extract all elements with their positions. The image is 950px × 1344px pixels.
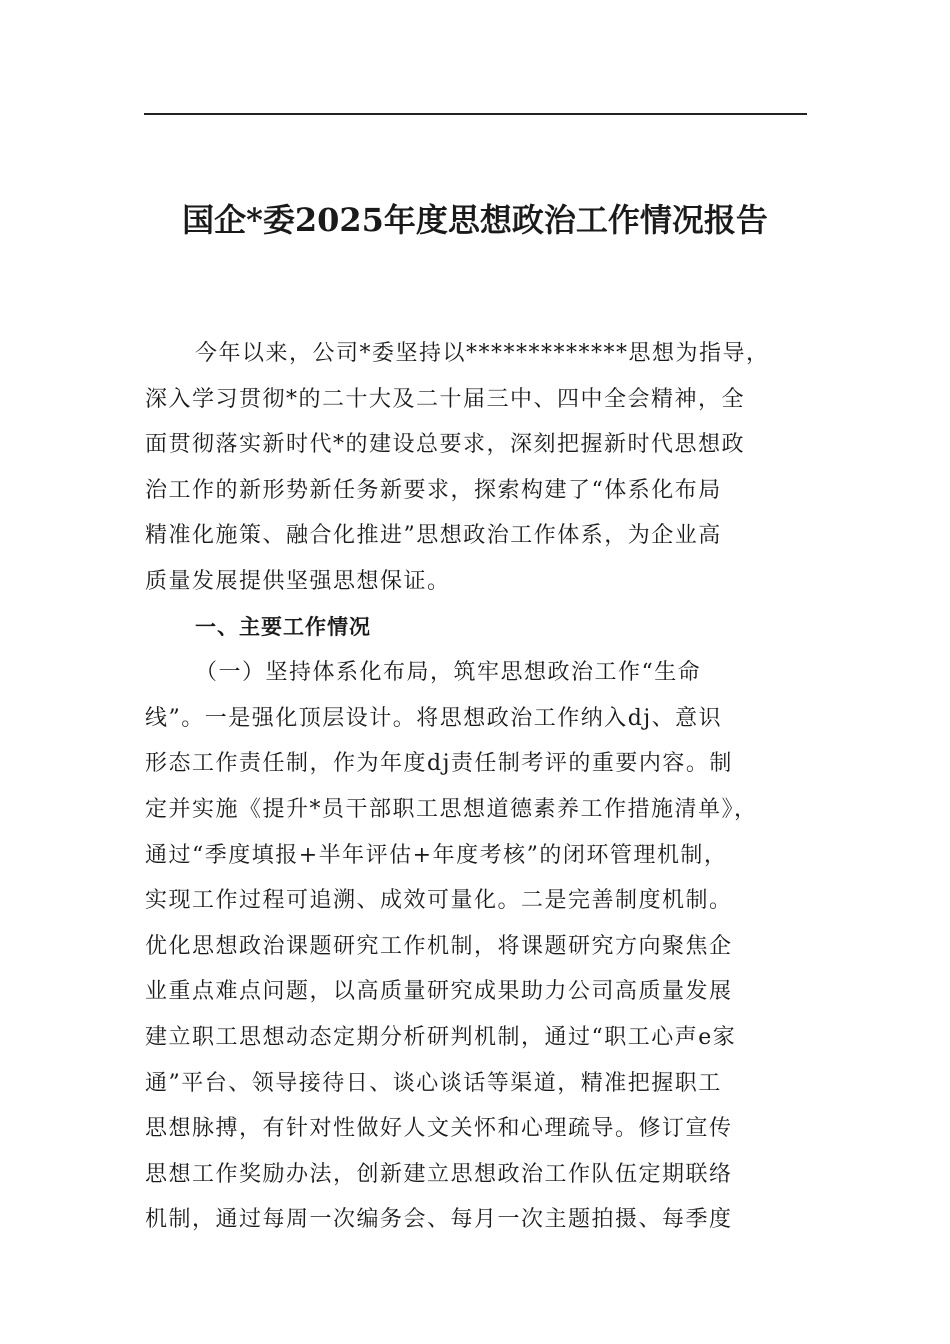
paragraph-line: 面贯彻落实新时代*的建设总要求，深刻把握新时代思想政 [145, 432, 746, 458]
paragraph-line: 质量发展提供坚强思想保证。 [145, 568, 451, 594]
subsection-line: （一）坚持体系化布局，筑牢思想政治工作“生命 [195, 660, 702, 686]
header-rule [144, 113, 807, 115]
paragraph-line: 优化思想政治课题研究工作机制，将课题研究方向聚焦企 [145, 933, 733, 959]
paragraph-line: 思想脉搏，有针对性做好人文关怀和心理疏导。修订宣传 [145, 1116, 733, 1142]
document-title: 国企*委2025年度思想政治工作情况报告 [182, 201, 768, 239]
paragraph-line: 通”平台、领导接待日、谈心谈话等渠道，精准把握职工 [145, 1070, 722, 1096]
paragraph-line: 深入学习贯彻*的二十大及二十届三中、四中全会精神，全 [145, 386, 746, 412]
paragraph-line: 今年以来，公司*委坚持以*************思想为指导， [195, 341, 770, 366]
paragraph-line: 治工作的新形势新任务新要求，探索构建了“体系化布局 [145, 477, 722, 503]
document-body [145, 331, 805, 1243]
paragraph-line: 实现工作过程可追溯、成效可量化。二是完善制度机制。 [145, 888, 733, 914]
paragraph-line: 线”。一是强化顶层设计。将思想政治工作纳入dj、意识 [145, 705, 723, 731]
paragraph-line: 定并实施《提升*员干部职工思想道德素养工作措施清单》， [145, 796, 758, 822]
paragraph-line: 思想工作奖励办法，创新建立思想政治工作队伍定期联络 [145, 1161, 733, 1187]
paragraph-line: 精准化施策、融合化推进”思想政治工作体系，为企业高 [145, 523, 722, 549]
paragraph-line: 业重点难点问题，以高质量研究成果助力公司高质量发展 [145, 979, 733, 1005]
paragraph-line: 形态工作责任制，作为年度dj责任制考评的重要内容。制 [145, 751, 733, 777]
paragraph-line: 机制，通过每周一次编务会、每月一次主题拍摄、每季度 [145, 1207, 733, 1233]
paragraph-line: 通过“季度填报+半年评估+年度考核”的闭环管理机制， [145, 842, 728, 868]
section-heading: 一、主要工作情况 [195, 614, 371, 639]
paragraph-line: 建立职工思想动态定期分析研判机制，通过“职工心声e家 [145, 1024, 737, 1050]
